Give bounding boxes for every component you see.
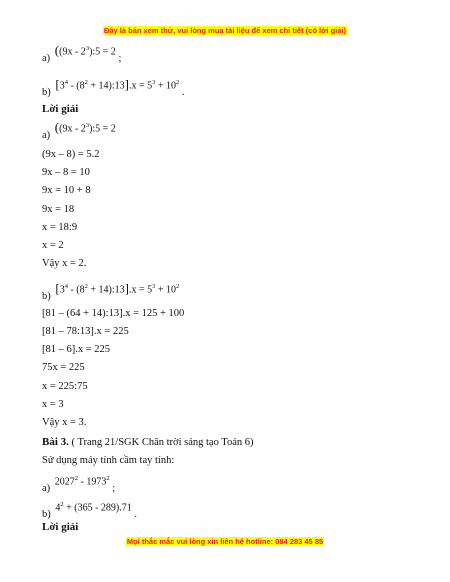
solution-heading: Lời giải <box>42 103 79 115</box>
hotline-banner: Mọi thắc mắc vui lòng xin liên hệ hotline: 084 283 45 85 <box>126 537 324 546</box>
solution-b-step: [81 – 78:13].x = 225 <box>42 326 129 337</box>
solution-a-step: (9x – 8) = 5.2 <box>42 149 100 160</box>
solution-a-step: x = 18:9 <box>42 222 78 233</box>
solution-b-step: [81 – 6].x = 225 <box>42 344 111 355</box>
solution-heading-2: Lời giải <box>42 521 79 533</box>
solution-b-step: 75x = 225 <box>42 362 85 373</box>
solution-a-step: x = 2 <box>42 240 64 251</box>
exercise-3-instruction: Sử dụng máy tính cầm tay tính: <box>42 455 175 466</box>
solution-b-step: [81 – (64 + 14):13].x = 125 + 100 <box>42 308 185 319</box>
exercise-3-a: a) 2027$^2$ - 1973$^2$ ; <box>42 475 116 495</box>
problem-b: b) [$3^4 - (8^2$ + 14):13].x = $5^3 + 10^2$ . <box>42 76 185 99</box>
preview-notice-banner: Đây là bản xem thử, vui lòng mua tài liệu để xem chi tiết (có lời giải) <box>103 26 347 35</box>
solution-b-step: x = 225:75 <box>42 381 88 392</box>
solution-b-step: x = 3 <box>42 399 64 410</box>
solution-a-step: 9x = 10 + 8 <box>42 185 91 196</box>
solution-b-header: b) [$3^4 - (8^2$ + 14):13].x = $5^3 + 10^2$ <box>42 280 180 303</box>
exercise-3-title: Bài 3. ( Trang 21/SGK Chân trời sáng tạo Toán 6) <box>42 436 254 448</box>
exercise-3-b: b) $4^2 + (365 - 289).71$ . <box>42 501 138 521</box>
solution-a-header: a) ($(9x - 2^3):5 = 2$ <box>42 119 116 142</box>
problem-a: a) ($(9x - 2^3):5 = 2$ ; <box>42 42 122 65</box>
solution-b-step: Vậy x = 3. <box>42 417 87 428</box>
solution-a-step: 9x – 8 = 10 <box>42 167 90 178</box>
solution-a-step: 9x = 18 <box>42 204 75 215</box>
solution-a-step: Vậy x = 2. <box>42 258 87 269</box>
